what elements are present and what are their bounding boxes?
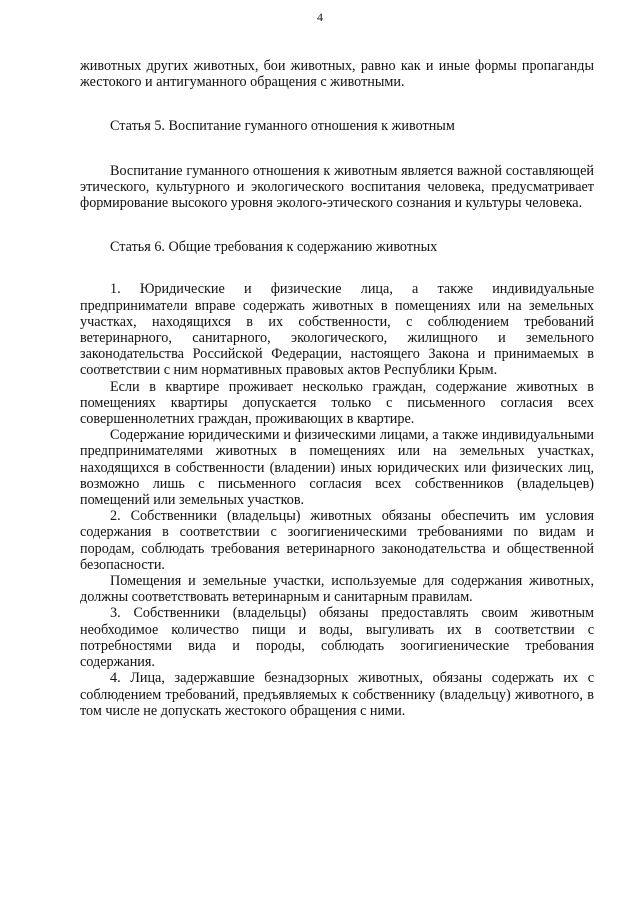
article-6-paragraph: Помещения и земельные участки, используемые для содержания животных, должны соответствовать ветеринарным и санитарным правилам. bbox=[80, 573, 594, 606]
article-6-paragraph: 1. Юридические и физические лица, а также индивидуальные предприниматели вправе содержать животных в помещениях или на земельных участках, находящихся в их собственности, с соблюдением требований ветеринарного, санитарного, экологического, жилищного и земельного законодательства Российской Федерации, настоящего Закона и принимаемых в соответствии с ним нормативных правовых актов Республики Крым. bbox=[80, 281, 594, 379]
article-6-paragraph: 4. Лица, задержавшие безнадзорных животных, обязаны содержать их с соблюдением требований, предъявляемых к собственнику (владельцу) животного, в том числе не допускать жестокого обращения с ними. bbox=[80, 670, 594, 719]
article-6-paragraph: 3. Собственники (владельцы) обязаны предоставлять своим животным необходимое количество пищи и воды, выгуливать их в соответствии с потребностями вида и породы, соблюдать зоогигиенические требования содержания. bbox=[80, 605, 594, 671]
document-body bbox=[80, 58, 594, 719]
article-6-paragraph: Содержание юридическими и физическими лицами, а также индивидуальными предпринимателями животных в помещениях или на земельных участках, находящихся в собственности (владении) иных юридических или физических лиц, возможно лишь с письменного согласия всех собственников (владельцев) помещений или земельных участков. bbox=[80, 427, 594, 509]
article-6-paragraph: Если в квартире проживает несколько граждан, содержание животных в помещениях квартиры допускается только с письменного согласия всех совершеннолетних граждан, проживающих в квартире. bbox=[80, 378, 594, 428]
article-5-paragraph: Воспитание гуманного отношения к животным является важной составляющей этического, культурного и экологического воспитания человека, предусматривает формирование высокого уровня эколого-этического сознания и культуры человека. bbox=[80, 162, 594, 212]
page-number: 4 bbox=[317, 10, 323, 24]
article-6-heading: Статья 6. Общие требования к содержанию животных bbox=[110, 239, 438, 256]
intro-paragraph: животных других животных, бои животных, равно как и иные формы пропаганды жестокого и антигуманного обращения с животными. bbox=[80, 58, 594, 91]
article-5-heading: Статья 5. Воспитание гуманного отношения к животным bbox=[110, 118, 455, 135]
article-6-paragraph: 2. Собственники (владельцы) животных обязаны обеспечить им условия содержания в соответствии с зоогигиеническими требованиями по видам и породам, соблюдать требования ветеринарного законодательства и общественной безопасности. bbox=[80, 508, 594, 573]
